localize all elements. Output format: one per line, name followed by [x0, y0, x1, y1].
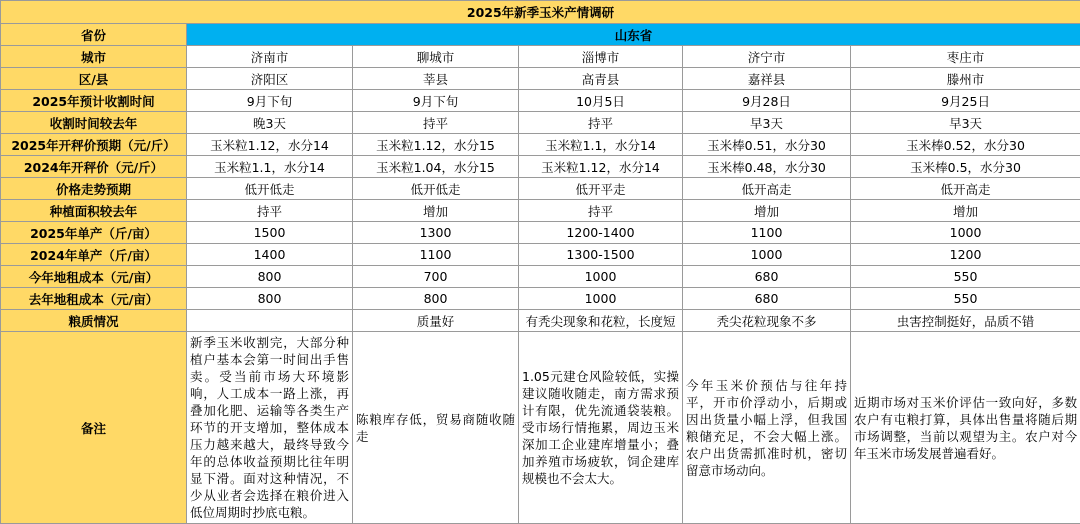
cell-quality: 秃尖花粒现象不多: [683, 310, 851, 332]
cell-yield-2024: 1000: [683, 244, 851, 266]
cell-price-2025: 玉米粒1.12，水分14: [187, 134, 353, 156]
cell-rent-last: 680: [683, 288, 851, 310]
cell-city: 聊城市: [353, 46, 519, 68]
row-label-yield-2025: 2025年单产（斤/亩）: [1, 222, 187, 244]
cell-harvest-time: 9月28日: [683, 90, 851, 112]
cell-yield-2025: 1300: [353, 222, 519, 244]
row-label-trend: 价格走势预期: [1, 178, 187, 200]
cell-yield-2024: 1100: [353, 244, 519, 266]
cell-quality: 虫害控制挺好，品质不错: [851, 310, 1080, 332]
province-row: [1, 24, 1080, 46]
cell-notes: 近期市场对玉米价评估一致向好，多数农户有屯粮打算，具体出售量将随后期市场调整，当前以观望为主。农户对今年玉米市场发展普遍看好。: [851, 332, 1080, 524]
cell-price-2025: 玉米粒1.1，水分14: [519, 134, 683, 156]
cell-area: 持平: [187, 200, 353, 222]
cell-area: 增加: [353, 200, 519, 222]
cell-yield-2024: 1400: [187, 244, 353, 266]
cell-rent-this: 680: [683, 266, 851, 288]
row-trend: [1, 178, 1080, 200]
cell-notes: 今年玉米价预估与往年持平，开市价浮动小，后期或因出货量小幅上浮，但我国粮储充足，不会大幅上涨。农户出货需抓准时机，密切留意市场动向。: [683, 332, 851, 524]
row-label-district: 区/县: [1, 68, 187, 90]
row-label-province: 省份: [1, 24, 187, 46]
row-notes: [1, 332, 1080, 524]
cell-price-2024: 玉米棒0.48，水分30: [683, 156, 851, 178]
cell-price-2024: 玉米粒1.04，水分15: [353, 156, 519, 178]
row-label-rent-this: 今年地租成本（元/亩）: [1, 266, 187, 288]
cell-harvest-time: 9月下旬: [353, 90, 519, 112]
cell-yield-2025: 1500: [187, 222, 353, 244]
row-harvest-vs-last: [1, 112, 1080, 134]
province-value: 山东省: [187, 24, 1080, 46]
row-quality: [1, 310, 1080, 332]
cell-harvest-time: 9月25日: [851, 90, 1080, 112]
row-area: [1, 200, 1080, 222]
cell-trend: 低开低走: [353, 178, 519, 200]
cell-harvest-vs-last: 持平: [519, 112, 683, 134]
row-rent-last: [1, 288, 1080, 310]
cell-yield-2025: 1200-1400: [519, 222, 683, 244]
cell-city: 枣庄市: [851, 46, 1080, 68]
title-row: [1, 1, 1080, 24]
cell-district: 济阳区: [187, 68, 353, 90]
cell-harvest-time: 9月下旬: [187, 90, 353, 112]
cell-rent-last: 1000: [519, 288, 683, 310]
cell-yield-2024: 1200: [851, 244, 1080, 266]
cell-city: 济南市: [187, 46, 353, 68]
cell-area: 持平: [519, 200, 683, 222]
cell-quality: [187, 310, 353, 332]
cell-price-2025: 玉米粒1.12，水分15: [353, 134, 519, 156]
cell-trend: 低开高走: [851, 178, 1080, 200]
cell-notes: 1.05元建仓风险较低，实操建议随收随走，南方需求预计有限，优先流通袋装粮。受市场行情拖累，周边玉米深加工企业建库增量小；叠加养殖市场疲软，饲企建库规模也不会太大。: [519, 332, 683, 524]
row-yield-2025: [1, 222, 1080, 244]
row-label-harvest-time: 2025年预计收割时间: [1, 90, 187, 112]
row-label-harvest-vs-last: 收割时间较去年: [1, 112, 187, 134]
cell-quality: 质量好: [353, 310, 519, 332]
row-price-2024: [1, 156, 1080, 178]
cell-yield-2024: 1300-1500: [519, 244, 683, 266]
cell-trend: 低开平走: [519, 178, 683, 200]
cell-rent-this: 800: [187, 266, 353, 288]
cell-harvest-vs-last: 晚3天: [187, 112, 353, 134]
row-price-2025: [1, 134, 1080, 156]
row-harvest-time: [1, 90, 1080, 112]
cell-quality: 有秃尖现象和花粒，长度短: [519, 310, 683, 332]
cell-harvest-time: 10月5日: [519, 90, 683, 112]
cell-district: 滕州市: [851, 68, 1080, 90]
cell-rent-last: 800: [187, 288, 353, 310]
cell-district: 高青县: [519, 68, 683, 90]
cell-rent-this: 700: [353, 266, 519, 288]
row-rent-this: [1, 266, 1080, 288]
cell-price-2024: 玉米棒0.5，水分30: [851, 156, 1080, 178]
cell-price-2025: 玉米棒0.52，水分30: [851, 134, 1080, 156]
cell-area: 增加: [851, 200, 1080, 222]
cell-district: 嘉祥县: [683, 68, 851, 90]
cell-area: 增加: [683, 200, 851, 222]
cell-trend: 低开低走: [187, 178, 353, 200]
cell-yield-2025: 1000: [851, 222, 1080, 244]
cell-price-2024: 玉米粒1.12，水分14: [519, 156, 683, 178]
row-label-yield-2024: 2024年单产（斤/亩）: [1, 244, 187, 266]
cell-trend: 低开高走: [683, 178, 851, 200]
cell-harvest-vs-last: 早3天: [851, 112, 1080, 134]
table-title: 2025年新季玉米产情调研: [1, 1, 1080, 24]
row-label-area: 种植面积较去年: [1, 200, 187, 222]
row-district: [1, 68, 1080, 90]
row-label-city: 城市: [1, 46, 187, 68]
cell-notes: 陈粮库存低，贸易商随收随走: [353, 332, 519, 524]
cell-price-2024: 玉米粒1.1，水分14: [187, 156, 353, 178]
row-city: [1, 46, 1080, 68]
cell-rent-last: 800: [353, 288, 519, 310]
cell-notes: 新季玉米收割完，大部分种植户基本会第一时间出手售卖。受当前市场大环境影响，人工成本一路上涨，再叠加化肥、运输等各类生产环节的开支增加，整体成本压力越来越大，最终导致今年的总体收益预期比往年明显下滑。面对这种情况，不少从业者会选择在粮价进入低位周期时抄底屯粮。: [187, 332, 353, 524]
cell-yield-2025: 1100: [683, 222, 851, 244]
cell-harvest-vs-last: 持平: [353, 112, 519, 134]
row-label-price-2025: 2025年开秤价预期（元/斤）: [1, 134, 187, 156]
cell-district: 莘县: [353, 68, 519, 90]
row-yield-2024: [1, 244, 1080, 266]
cell-rent-this: 550: [851, 266, 1080, 288]
row-label-quality: 粮质情况: [1, 310, 187, 332]
row-label-price-2024: 2024年开秤价（元/斤）: [1, 156, 187, 178]
cell-harvest-vs-last: 早3天: [683, 112, 851, 134]
cell-city: 淄博市: [519, 46, 683, 68]
cell-city: 济宁市: [683, 46, 851, 68]
row-label-rent-last: 去年地租成本（元/亩）: [1, 288, 187, 310]
cell-rent-last: 550: [851, 288, 1080, 310]
row-label-notes: 备注: [1, 332, 187, 524]
cell-rent-this: 1000: [519, 266, 683, 288]
cell-price-2025: 玉米棒0.51，水分30: [683, 134, 851, 156]
